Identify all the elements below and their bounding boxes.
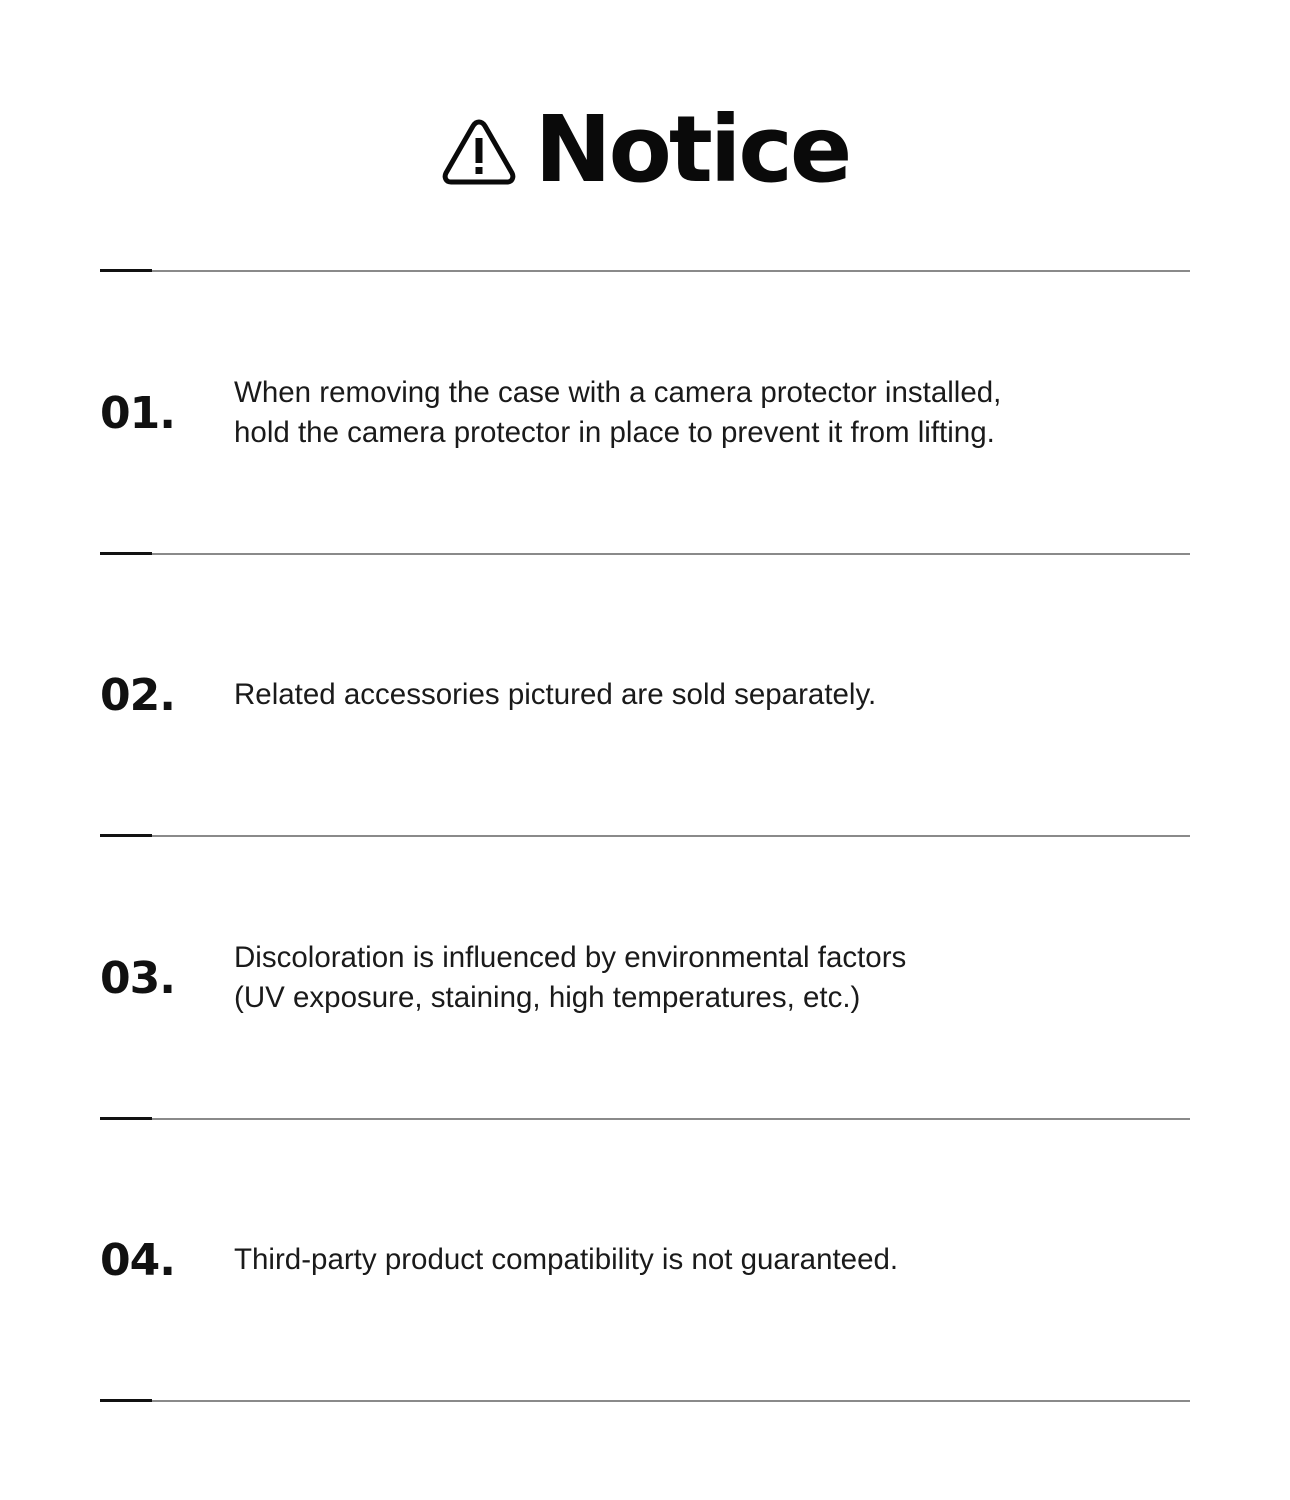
divider-accent [100, 834, 152, 837]
divider-line [100, 553, 1190, 555]
item-number: 02. [100, 670, 175, 721]
warning-triangle-icon [441, 116, 517, 188]
item-number: 04. [100, 1235, 175, 1286]
section-divider [100, 1396, 1190, 1406]
item-text-line: Related accessories pictured are sold separately. [234, 678, 877, 711]
item-text-line: When removing the case with a camera protector installed, [234, 376, 1002, 409]
item-text [234, 1240, 1164, 1280]
item-text-line: hold the camera protector in place to prevent it from lifting. [234, 416, 995, 449]
item-text [234, 675, 1164, 715]
divider-line [100, 1118, 1190, 1120]
page-title: Notice [534, 96, 850, 203]
divider-line [100, 835, 1190, 837]
section-divider [100, 266, 1190, 276]
item-text-line: (UV exposure, staining, high temperatures, etc.) [234, 981, 861, 1014]
divider-accent [100, 552, 152, 555]
divider-accent [100, 1117, 152, 1120]
notice-header-inner [441, 96, 850, 203]
divider-accent [100, 1399, 152, 1402]
divider-line [100, 1400, 1190, 1402]
section-divider [100, 549, 1190, 559]
item-text-line: Third-party product compatibility is not guaranteed. [234, 1243, 899, 1276]
section-divider [100, 1114, 1190, 1124]
divider-accent [100, 269, 152, 272]
notice-header [0, 96, 1290, 203]
item-text-line: Discoloration is influenced by environmental factors [234, 941, 907, 974]
item-number: 03. [100, 953, 175, 1004]
item-text [234, 373, 1164, 453]
item-text [234, 938, 1164, 1018]
section-divider [100, 831, 1190, 841]
item-number: 01. [100, 388, 175, 439]
divider-line [100, 270, 1190, 272]
